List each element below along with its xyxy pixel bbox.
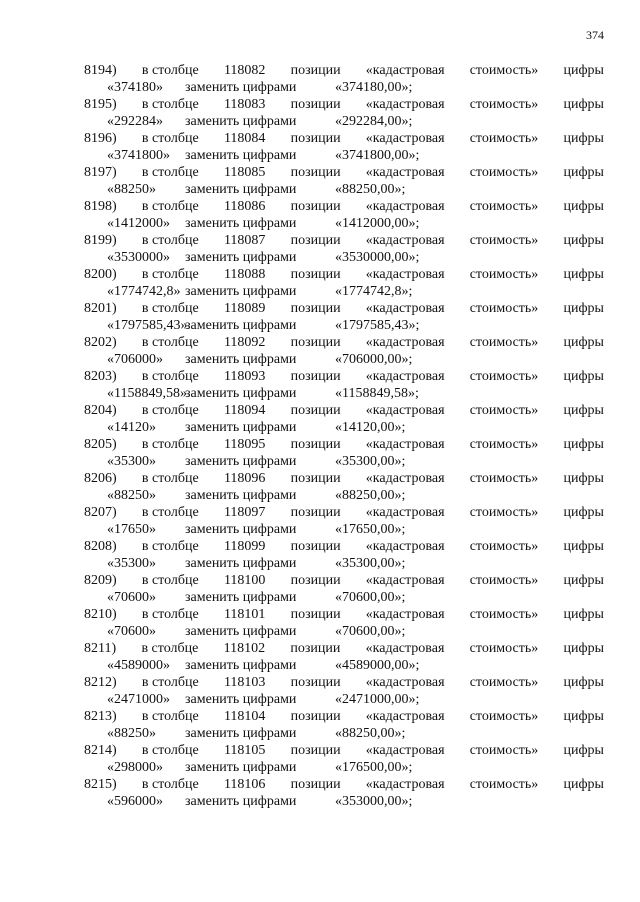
position-word: позиции [290,199,341,214]
new-value: «176500,00»; [335,760,413,775]
amendment-line-2 [84,453,604,470]
amendment-line-2 [84,691,604,708]
column-number: 118104 [223,709,266,724]
column-word: в столбце [141,709,199,724]
position-word: позиции [290,267,341,282]
old-value: «88250» [107,726,156,741]
old-value: «298000» [107,760,163,775]
replace-word: заменить цифрами [185,454,297,469]
amendment-entry [84,572,604,606]
old-value: «1797585,43» [107,318,188,333]
old-value: «88250» [107,488,156,503]
new-value: «374180,00»; [335,80,413,95]
quote-word-cost: стоимость» [469,335,539,350]
position-word: позиции [290,437,341,452]
item-number: 8204) [84,403,117,418]
column-number: 118083 [223,97,266,112]
new-value: «88250,00»; [335,488,406,503]
column-word: в столбце [141,267,199,282]
quote-word-cost: стоимость» [469,573,539,588]
amendment-line-1 [84,198,604,215]
amendment-line-2 [84,79,604,96]
position-word: позиции [290,675,341,690]
quote-word-cost: стоимость» [469,539,539,554]
quote-word-cost: стоимость» [469,709,539,724]
quote-word-cadastral: «кадастровая [365,505,445,520]
amendment-entry [84,708,604,742]
amendment-line-1 [84,504,604,521]
replace-word: заменить цифрами [185,794,297,809]
quote-word-cadastral: «кадастровая [365,369,445,384]
new-value: «35300,00»; [335,556,406,571]
position-word: позиции [290,97,341,112]
column-number: 118082 [223,63,266,78]
digits-word: цифры [563,403,604,418]
position-word: позиции [290,63,341,78]
quote-word-cadastral: «кадастровая [365,675,445,690]
digits-word: цифры [563,743,604,758]
replace-word: заменить цифрами [185,692,297,707]
replace-word: заменить цифрами [185,556,297,571]
item-number: 8208) [84,539,117,554]
item-number: 8213) [84,709,117,724]
digits-word: цифры [563,165,604,180]
digits-word: цифры [563,607,604,622]
quote-word-cadastral: «кадастровая [365,267,445,282]
amendment-line-1 [84,300,604,317]
quote-word-cost: стоимость» [469,641,539,656]
position-word: позиции [290,743,341,758]
replace-word: заменить цифрами [185,522,297,537]
new-value: «292284,00»; [335,114,413,129]
column-number: 118096 [223,471,266,486]
quote-word-cost: стоимость» [469,403,539,418]
old-value: «88250» [107,182,156,197]
column-word: в столбце [141,471,199,486]
amendment-line-2 [84,623,604,640]
position-word: позиции [290,233,341,248]
item-number: 8207) [84,505,117,520]
position-word: позиции [290,777,341,792]
amendment-line-1 [84,368,604,385]
amendment-entry [84,96,604,130]
column-number: 118088 [223,267,266,282]
amendment-line-1 [84,640,604,657]
item-number: 8210) [84,607,117,622]
amendment-entry [84,640,604,674]
amendment-entry [84,776,604,810]
amendment-entry [84,62,604,96]
column-word: в столбце [141,573,199,588]
replace-word: заменить цифрами [185,352,297,367]
quote-word-cadastral: «кадастровая [365,709,445,724]
replace-word: заменить цифрами [185,488,297,503]
amendment-entry [84,164,604,198]
replace-word: заменить цифрами [185,182,297,197]
amendment-entry [84,368,604,402]
column-word: в столбце [141,777,199,792]
old-value: «35300» [107,556,156,571]
column-number: 118106 [223,777,266,792]
quote-word-cadastral: «кадастровая [365,471,445,486]
amendment-line-2 [84,283,604,300]
quote-word-cost: стоимость» [469,63,539,78]
quote-word-cost: стоимость» [469,471,539,486]
quote-word-cadastral: «кадастровая [365,777,445,792]
column-word: в столбце [141,233,199,248]
amendment-line-2 [84,793,604,810]
amendment-line-1 [84,708,604,725]
replace-word: заменить цифрами [185,216,297,231]
old-value: «35300» [107,454,156,469]
quote-word-cadastral: «кадастровая [365,539,445,554]
new-value: «35300,00»; [335,454,406,469]
position-word: позиции [290,131,341,146]
item-number: 8211) [84,641,117,656]
quote-word-cadastral: «кадастровая [365,743,445,758]
replace-word: заменить цифрами [185,284,297,299]
digits-word: цифры [563,199,604,214]
old-value: «706000» [107,352,163,367]
amendment-line-1 [84,96,604,113]
amendment-entry [84,742,604,776]
quote-word-cost: стоимость» [469,233,539,248]
amendment-line-2 [84,181,604,198]
quote-word-cost: стоимость» [469,301,539,316]
position-word: позиции [290,607,341,622]
amendment-entry [84,300,604,334]
column-number: 118087 [223,233,266,248]
new-value: «70600,00»; [335,624,406,639]
position-word: позиции [290,505,341,520]
old-value: «596000» [107,794,163,809]
column-word: в столбце [141,437,199,452]
amendment-entry [84,436,604,470]
column-number: 118099 [223,539,266,554]
quote-word-cadastral: «кадастровая [365,131,445,146]
column-word: в столбце [141,743,199,758]
replace-word: заменить цифрами [185,590,297,605]
amendment-line-1 [84,164,604,181]
item-number: 8197) [84,165,117,180]
item-number: 8206) [84,471,117,486]
position-word: позиции [290,335,341,350]
column-number: 118085 [223,165,266,180]
digits-word: цифры [563,641,604,656]
column-number: 118084 [223,131,266,146]
amendment-line-1 [84,266,604,283]
column-word: в столбце [141,63,199,78]
amendment-list [84,62,604,810]
replace-word: заменить цифрами [185,726,297,741]
quote-word-cadastral: «кадастровая [365,165,445,180]
quote-word-cadastral: «кадастровая [365,233,445,248]
amendment-line-2 [84,759,604,776]
old-value: «374180» [107,80,163,95]
quote-word-cost: стоимость» [469,675,539,690]
new-value: «14120,00»; [335,420,406,435]
new-value: «4589000,00»; [335,658,420,673]
amendment-entry [84,402,604,436]
new-value: «2471000,00»; [335,692,420,707]
amendment-line-1 [84,402,604,419]
amendment-entry [84,504,604,538]
amendment-line-1 [84,538,604,555]
item-number: 8202) [84,335,117,350]
old-value: «3530000» [107,250,170,265]
new-value: «70600,00»; [335,590,406,605]
new-value: «1774742,8»; [335,284,413,299]
quote-word-cadastral: «кадастровая [365,301,445,316]
replace-word: заменить цифрами [185,250,297,265]
column-word: в столбце [141,403,199,418]
column-number: 118102 [223,641,266,656]
column-number: 118089 [223,301,266,316]
new-value: «1412000,00»; [335,216,420,231]
amendment-line-1 [84,606,604,623]
digits-word: цифры [563,573,604,588]
column-word: в столбце [141,539,199,554]
digits-word: цифры [563,437,604,452]
column-word: в столбце [141,369,199,384]
new-value: «88250,00»; [335,726,406,741]
column-number: 118093 [223,369,266,384]
item-number: 8195) [84,97,117,112]
column-number: 118101 [223,607,266,622]
digits-word: цифры [563,267,604,282]
column-number: 118103 [223,675,266,690]
quote-word-cost: стоимость» [469,97,539,112]
amendment-line-2 [84,249,604,266]
amendment-line-2 [84,725,604,742]
amendment-line-2 [84,657,604,674]
old-value: «17650» [107,522,156,537]
replace-word: заменить цифрами [185,148,297,163]
column-number: 118086 [223,199,266,214]
digits-word: цифры [563,131,604,146]
replace-word: заменить цифрами [185,386,297,401]
replace-word: заменить цифрами [185,80,297,95]
amendment-line-2 [84,419,604,436]
column-number: 118100 [223,573,266,588]
amendment-line-2 [84,385,604,402]
item-number: 8209) [84,573,117,588]
digits-word: цифры [563,777,604,792]
amendment-line-1 [84,232,604,249]
quote-word-cost: стоимость» [469,267,539,282]
quote-word-cadastral: «кадастровая [365,607,445,622]
old-value: «292284» [107,114,163,129]
amendment-line-2 [84,215,604,232]
position-word: позиции [290,709,341,724]
quote-word-cost: стоимость» [469,131,539,146]
old-value: «70600» [107,624,156,639]
replace-word: заменить цифрами [185,760,297,775]
item-number: 8214) [84,743,117,758]
amendment-entry [84,674,604,708]
position-word: позиции [290,471,341,486]
amendment-line-2 [84,521,604,538]
quote-word-cost: стоимость» [469,743,539,758]
item-number: 8196) [84,131,117,146]
new-value: «88250,00»; [335,182,406,197]
column-word: в столбце [141,131,199,146]
item-number: 8212) [84,675,117,690]
new-value: «1158849,58»; [335,386,419,401]
amendment-line-2 [84,487,604,504]
column-number: 118092 [223,335,266,350]
new-value: «17650,00»; [335,522,406,537]
item-number: 8215) [84,777,117,792]
digits-word: цифры [563,97,604,112]
column-number: 118097 [223,505,266,520]
amendment-entry [84,130,604,164]
quote-word-cost: стоимость» [469,199,539,214]
item-number: 8199) [84,233,117,248]
amendment-entry [84,334,604,368]
column-word: в столбце [141,199,199,214]
column-number: 118105 [223,743,266,758]
column-word: в столбце [141,335,199,350]
amendment-line-2 [84,147,604,164]
replace-word: заменить цифрами [185,420,297,435]
digits-word: цифры [563,369,604,384]
position-word: позиции [290,641,341,656]
amendment-line-1 [84,334,604,351]
old-value: «4589000» [107,658,170,673]
replace-word: заменить цифрами [185,318,297,333]
digits-word: цифры [563,709,604,724]
new-value: «3741800,00»; [335,148,420,163]
item-number: 8205) [84,437,117,452]
digits-word: цифры [563,675,604,690]
column-word: в столбце [141,165,199,180]
old-value: «3741800» [107,148,170,163]
amendment-line-1 [84,742,604,759]
column-word: в столбце [141,301,199,316]
old-value: «70600» [107,590,156,605]
position-word: позиции [290,403,341,418]
amendment-entry [84,470,604,504]
replace-word: заменить цифрами [185,114,297,129]
old-value: «1774742,8» [107,284,181,299]
column-number: 118095 [223,437,266,452]
old-value: «14120» [107,420,156,435]
quote-word-cadastral: «кадастровая [365,641,445,656]
column-word: в столбце [141,97,199,112]
quote-word-cadastral: «кадастровая [365,573,445,588]
column-word: в столбце [141,505,199,520]
digits-word: цифры [563,505,604,520]
amendment-entry [84,606,604,640]
amendment-line-1 [84,130,604,147]
quote-word-cost: стоимость» [469,777,539,792]
quote-word-cost: стоимость» [469,607,539,622]
digits-word: цифры [563,471,604,486]
amendment-line-2 [84,113,604,130]
quote-word-cadastral: «кадастровая [365,403,445,418]
replace-word: заменить цифрами [185,624,297,639]
old-value: «1158849,58» [107,386,187,401]
quote-word-cadastral: «кадастровая [365,437,445,452]
new-value: «3530000,00»; [335,250,420,265]
amendment-line-2 [84,589,604,606]
amendment-line-1 [84,62,604,79]
amendment-entry [84,198,604,232]
amendment-line-1 [84,674,604,691]
item-number: 8194) [84,63,117,78]
item-number: 8198) [84,199,117,214]
position-word: позиции [290,301,341,316]
old-value: «2471000» [107,692,170,707]
position-word: позиции [290,165,341,180]
amendment-line-2 [84,555,604,572]
position-word: позиции [290,573,341,588]
amendment-line-1 [84,470,604,487]
item-number: 8201) [84,301,117,316]
quote-word-cadastral: «кадастровая [365,63,445,78]
amendment-line-2 [84,351,604,368]
quote-word-cost: стоимость» [469,437,539,452]
digits-word: цифры [563,233,604,248]
new-value: «706000,00»; [335,352,413,367]
quote-word-cadastral: «кадастровая [365,335,445,350]
page-number: 374 [586,28,604,42]
column-word: в столбце [141,675,199,690]
amendment-line-1 [84,776,604,793]
quote-word-cost: стоимость» [469,369,539,384]
digits-word: цифры [563,63,604,78]
new-value: «1797585,43»; [335,318,420,333]
digits-word: цифры [563,301,604,316]
replace-word: заменить цифрами [185,658,297,673]
amendment-line-2 [84,317,604,334]
quote-word-cadastral: «кадастровая [365,97,445,112]
amendment-entry [84,538,604,572]
quote-word-cost: стоимость» [469,165,539,180]
item-number: 8200) [84,267,117,282]
column-word: в столбце [141,641,199,656]
column-number: 118094 [223,403,266,418]
new-value: «353000,00»; [335,794,413,809]
position-word: позиции [290,369,341,384]
column-word: в столбце [141,607,199,622]
digits-word: цифры [563,335,604,350]
old-value: «1412000» [107,216,170,231]
position-word: позиции [290,539,341,554]
item-number: 8203) [84,369,117,384]
amendment-line-1 [84,572,604,589]
quote-word-cadastral: «кадастровая [365,199,445,214]
amendment-entry [84,232,604,266]
amendment-line-1 [84,436,604,453]
amendment-entry [84,266,604,300]
digits-word: цифры [563,539,604,554]
quote-word-cost: стоимость» [469,505,539,520]
